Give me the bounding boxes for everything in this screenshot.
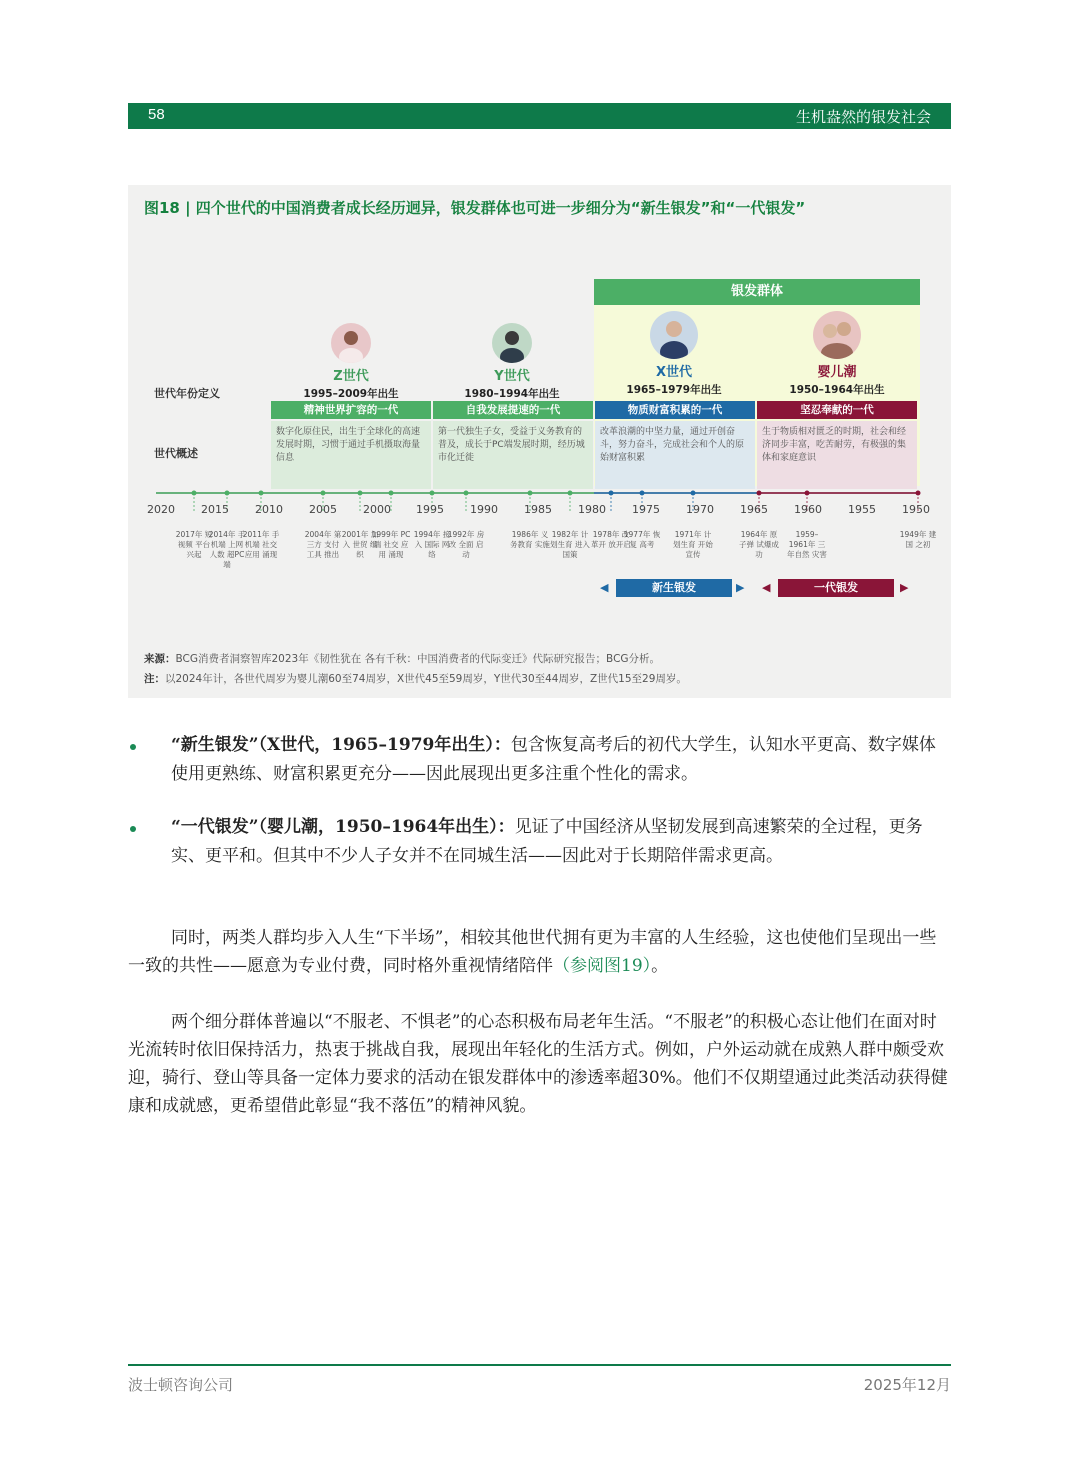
generation-name: Y世代 [494,369,530,384]
timeline-event: 1977年 恢复 高考 [623,530,661,549]
axis-tick: 2005 [309,503,337,516]
pill-new-silver: 新生银发 [616,579,732,597]
arrow-left-icon: ◀ [600,581,609,594]
bullet-lead: “一代银发”（婴儿潮，1950–1964年出生）： [171,817,515,837]
footer-rule [128,1364,951,1366]
generation-band: 坚忍奉献的一代 [757,401,917,419]
timeline-event: 2011年 手机端 社交 应用 涌现 [242,530,280,559]
timeline-event: 1971年 计划生育 开始宣传 [673,530,713,559]
timeline-event: 2017年 短视频 平台 兴起 [175,530,213,559]
timeline-event: 2004年 第三方 支付 工具 推出 [304,530,342,559]
axis-tick: 2015 [201,503,229,516]
generation-band: 自我发展提速的一代 [433,401,593,419]
axis-tick: 1985 [524,503,552,516]
avatar-boomer [813,311,861,359]
note-label: 注： [144,673,165,685]
bullet-old-silver [171,813,951,871]
figure-19-link[interactable]: （参阅图19） [553,956,652,976]
row-label-definition: 世代年份定义 [154,387,220,400]
paragraph-end: 。 [651,956,669,976]
generation-name: Z世代 [333,369,369,384]
generation-x [594,311,754,397]
generation-desc: 第一代独生子女，受益于义务教育的普及，成长于PC端发展时期，经历城市化迁徙 [433,421,593,489]
timeline-event: 1949年 建国 之初 [899,530,937,549]
avatar-x [650,311,698,359]
generation-name: 婴儿潮 [817,365,857,380]
arrow-right-icon: ▶ [900,581,909,594]
axis-tick: 1950 [902,503,930,516]
paragraph-1 [128,924,951,980]
generation-boomer [757,311,917,397]
generation-desc: 数字化原住民，出生于全球化的高速发展时期，习惯于通过手机摄取海量信息 [271,421,431,489]
paragraph-text: 同时，两类人群均步入人生“下半场”，相较其他世代拥有更为丰富的人生经验，这也使他们呈现出一些一致的共性——愿意为专业付费，同时格外重视情绪陪伴 [128,928,937,976]
source-label: 来源： [144,653,176,665]
figure-title: 图18 | 四个世代的中国消费者成长经历迥异，银发群体也可进一步细分为“新生银发”和“一代银发” [144,199,806,217]
bullet-new-silver [171,731,951,789]
timeline-event: 1986年 义务教育 实施 [510,530,550,549]
axis-tick: 1965 [740,503,768,516]
axis-tick: 1975 [632,503,660,516]
header-title: 生机盎然的银发社会 [795,108,931,126]
header-bar [128,103,951,129]
note-text: 以2024年计，各世代周岁为婴儿潮60至74周岁，X世代45至59周岁，Y世代30至44周岁，Z世代15至29周岁。 [165,673,687,685]
axis-tick: 1955 [848,503,876,516]
footer-company: 波士顿咨询公司 [128,1376,234,1394]
axis-tick: 2000 [363,503,391,516]
arrow-left-icon: ◀ [762,581,771,594]
source-text: BCG消费者洞察智库2023年《韧性犹在 各有千秋：中国消费者的代际变迁》代际研究报告；BCG分析。 [175,653,661,665]
generation-band: 精神世界扩容的一代 [271,401,431,419]
arrow-right-icon: ▶ [736,581,745,594]
axis-tick: 1960 [794,503,822,516]
footer-date: 2025年12月 [863,1376,951,1394]
generation-years: 1980–1994年出生 [464,388,560,400]
axis-tick: 1995 [416,503,444,516]
bullet-text: 包含恢复高考后的初代大学生，认知水平更高、数字媒体使用更熟练、财富积累更充分——因此展现出更多注重个性化的需求。 [171,735,936,784]
timeline-event: 1992年 房改 全面 启动 [447,530,485,559]
generation-desc: 生于物质相对匮乏的时期，社会和经济同步丰富，吃苦耐劳，有极强的集体和家庭意识 [757,421,917,489]
axis-tick: 2020 [147,503,175,516]
timeline-event: 1978年 改革开 放开启 [591,530,631,549]
row-label-overview: 世代概述 [154,447,198,460]
timeline-event: 2014年 手机端 上网 人数 超PC端 [208,530,246,569]
page-number: 58 [148,106,165,123]
bullet-dot [130,822,142,834]
generation-y [432,323,592,401]
timeline-event: 1982年 计划生育 进入国策 [550,530,590,559]
bullet-lead: “新生银发”（X世代，1965–1979年出生）： [171,735,511,755]
generation-years: 1995–2009年出生 [303,388,399,400]
generation-name: X世代 [655,365,693,380]
avatar-y [492,323,532,363]
figure-note [144,671,687,686]
axis-tick: 1970 [686,503,714,516]
timeline-event: 1959–1961年 三年自然 灾害 [787,530,827,559]
axis-tick: 1990 [470,503,498,516]
paragraph-2: 两个细分群体普遍以“不服老、不惧老”的心态积极布局老年生活。“不服老”的积极心态让他们在面对时光流转时依旧保持活力，热衷于挑战自我，展现出年轻化的生活方式。例如，户外运动就在成熟人群中颇受欢迎，骑行、登山等具备一定体力要求的活动在银发群体中的渗透率超30%。他们不仅期望通过此类活动获得健康和成就感，更希望借此彰显“我不落伍”的精神风貌。 [128,1012,948,1116]
generation-years: 1950–1964年出生 [789,384,885,396]
timeline-event: 1994年 接入 国际 网络 [413,530,451,559]
bullet-text: 见证了中国经济从坚韧发展到高速繁荣的全过程，更务实、更平和。但其中不少人子女并不在同城生活——因此对于长期陪伴需求更高。 [171,817,923,866]
generation-desc: 改革浪潮的中坚力量，通过开创奋斗，努力奋斗，完成社会和个人的原始财富积累 [595,421,755,489]
generation-z [271,323,431,401]
axis-tick: 2010 [255,503,283,516]
avatar-z [331,323,371,363]
silver-group-header: 银发群体 [594,279,920,305]
figure-source [144,651,660,666]
bullet-dot [130,740,142,752]
timeline-event: 2001年 加入 世贸 组织 [341,530,379,559]
timeline-event: 1964年 原子弹 试爆成功 [739,530,779,559]
figure-panel [128,185,951,698]
generation-band: 物质财富积累的一代 [595,401,755,419]
timeline-event: 1999年 PC端 社交 应用 涌现 [371,530,411,559]
axis-tick: 1980 [578,503,606,516]
pill-old-silver: 一代银发 [778,579,894,597]
generation-years: 1965–1979年出生 [626,384,722,396]
